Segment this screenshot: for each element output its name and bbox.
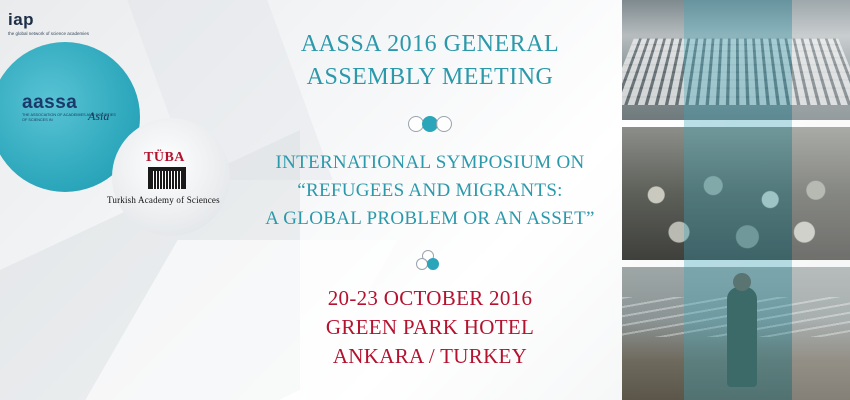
divider-dot <box>427 258 439 270</box>
tuba-emblem-icon <box>148 167 186 189</box>
iap-logo <box>8 10 89 36</box>
iap-logo-name: iap <box>8 10 35 29</box>
photo-strip <box>622 0 850 400</box>
iap-logo-tagline: the global network of science academies <box>8 31 90 36</box>
event-title-line-2: ASSEMBLY MEETING <box>306 64 554 90</box>
divider-dots-icon <box>414 250 444 270</box>
symposium-line-1: INTERNATIONAL SYMPOSIUM ON <box>275 152 585 173</box>
aassa-logo-region: Asia <box>88 109 110 123</box>
photo-teal-overlay <box>684 0 792 400</box>
photo-light-overlay <box>792 0 850 400</box>
aassa-logo-name: aassa <box>22 92 78 113</box>
symposium-line-3: A GLOBAL PROBLEM OR AN ASSET” <box>265 208 595 229</box>
event-text <box>240 0 620 400</box>
event-title-line-1: AASSA 2016 GENERAL <box>300 31 560 57</box>
aassa-logo-subtitle: THE ASSOCIATION OF ACADEMIES AND SOCIETIES OF SCIENCES IN <box>22 113 116 122</box>
event-venue: GREEN PARK HOTEL <box>325 315 535 339</box>
event-date: 20-23 OCTOBER 2016 <box>327 286 533 310</box>
tuba-full-name: Turkish Academy of Sciences <box>107 195 220 205</box>
symposium-line-2: “REFUGEES AND MIGRANTS: <box>297 180 563 201</box>
divider-dot <box>436 116 452 132</box>
event-location: ANKARA / TURKEY <box>332 344 528 368</box>
divider-dots-icon <box>408 116 452 132</box>
tuba-logo-name: TÜBA <box>144 150 185 165</box>
